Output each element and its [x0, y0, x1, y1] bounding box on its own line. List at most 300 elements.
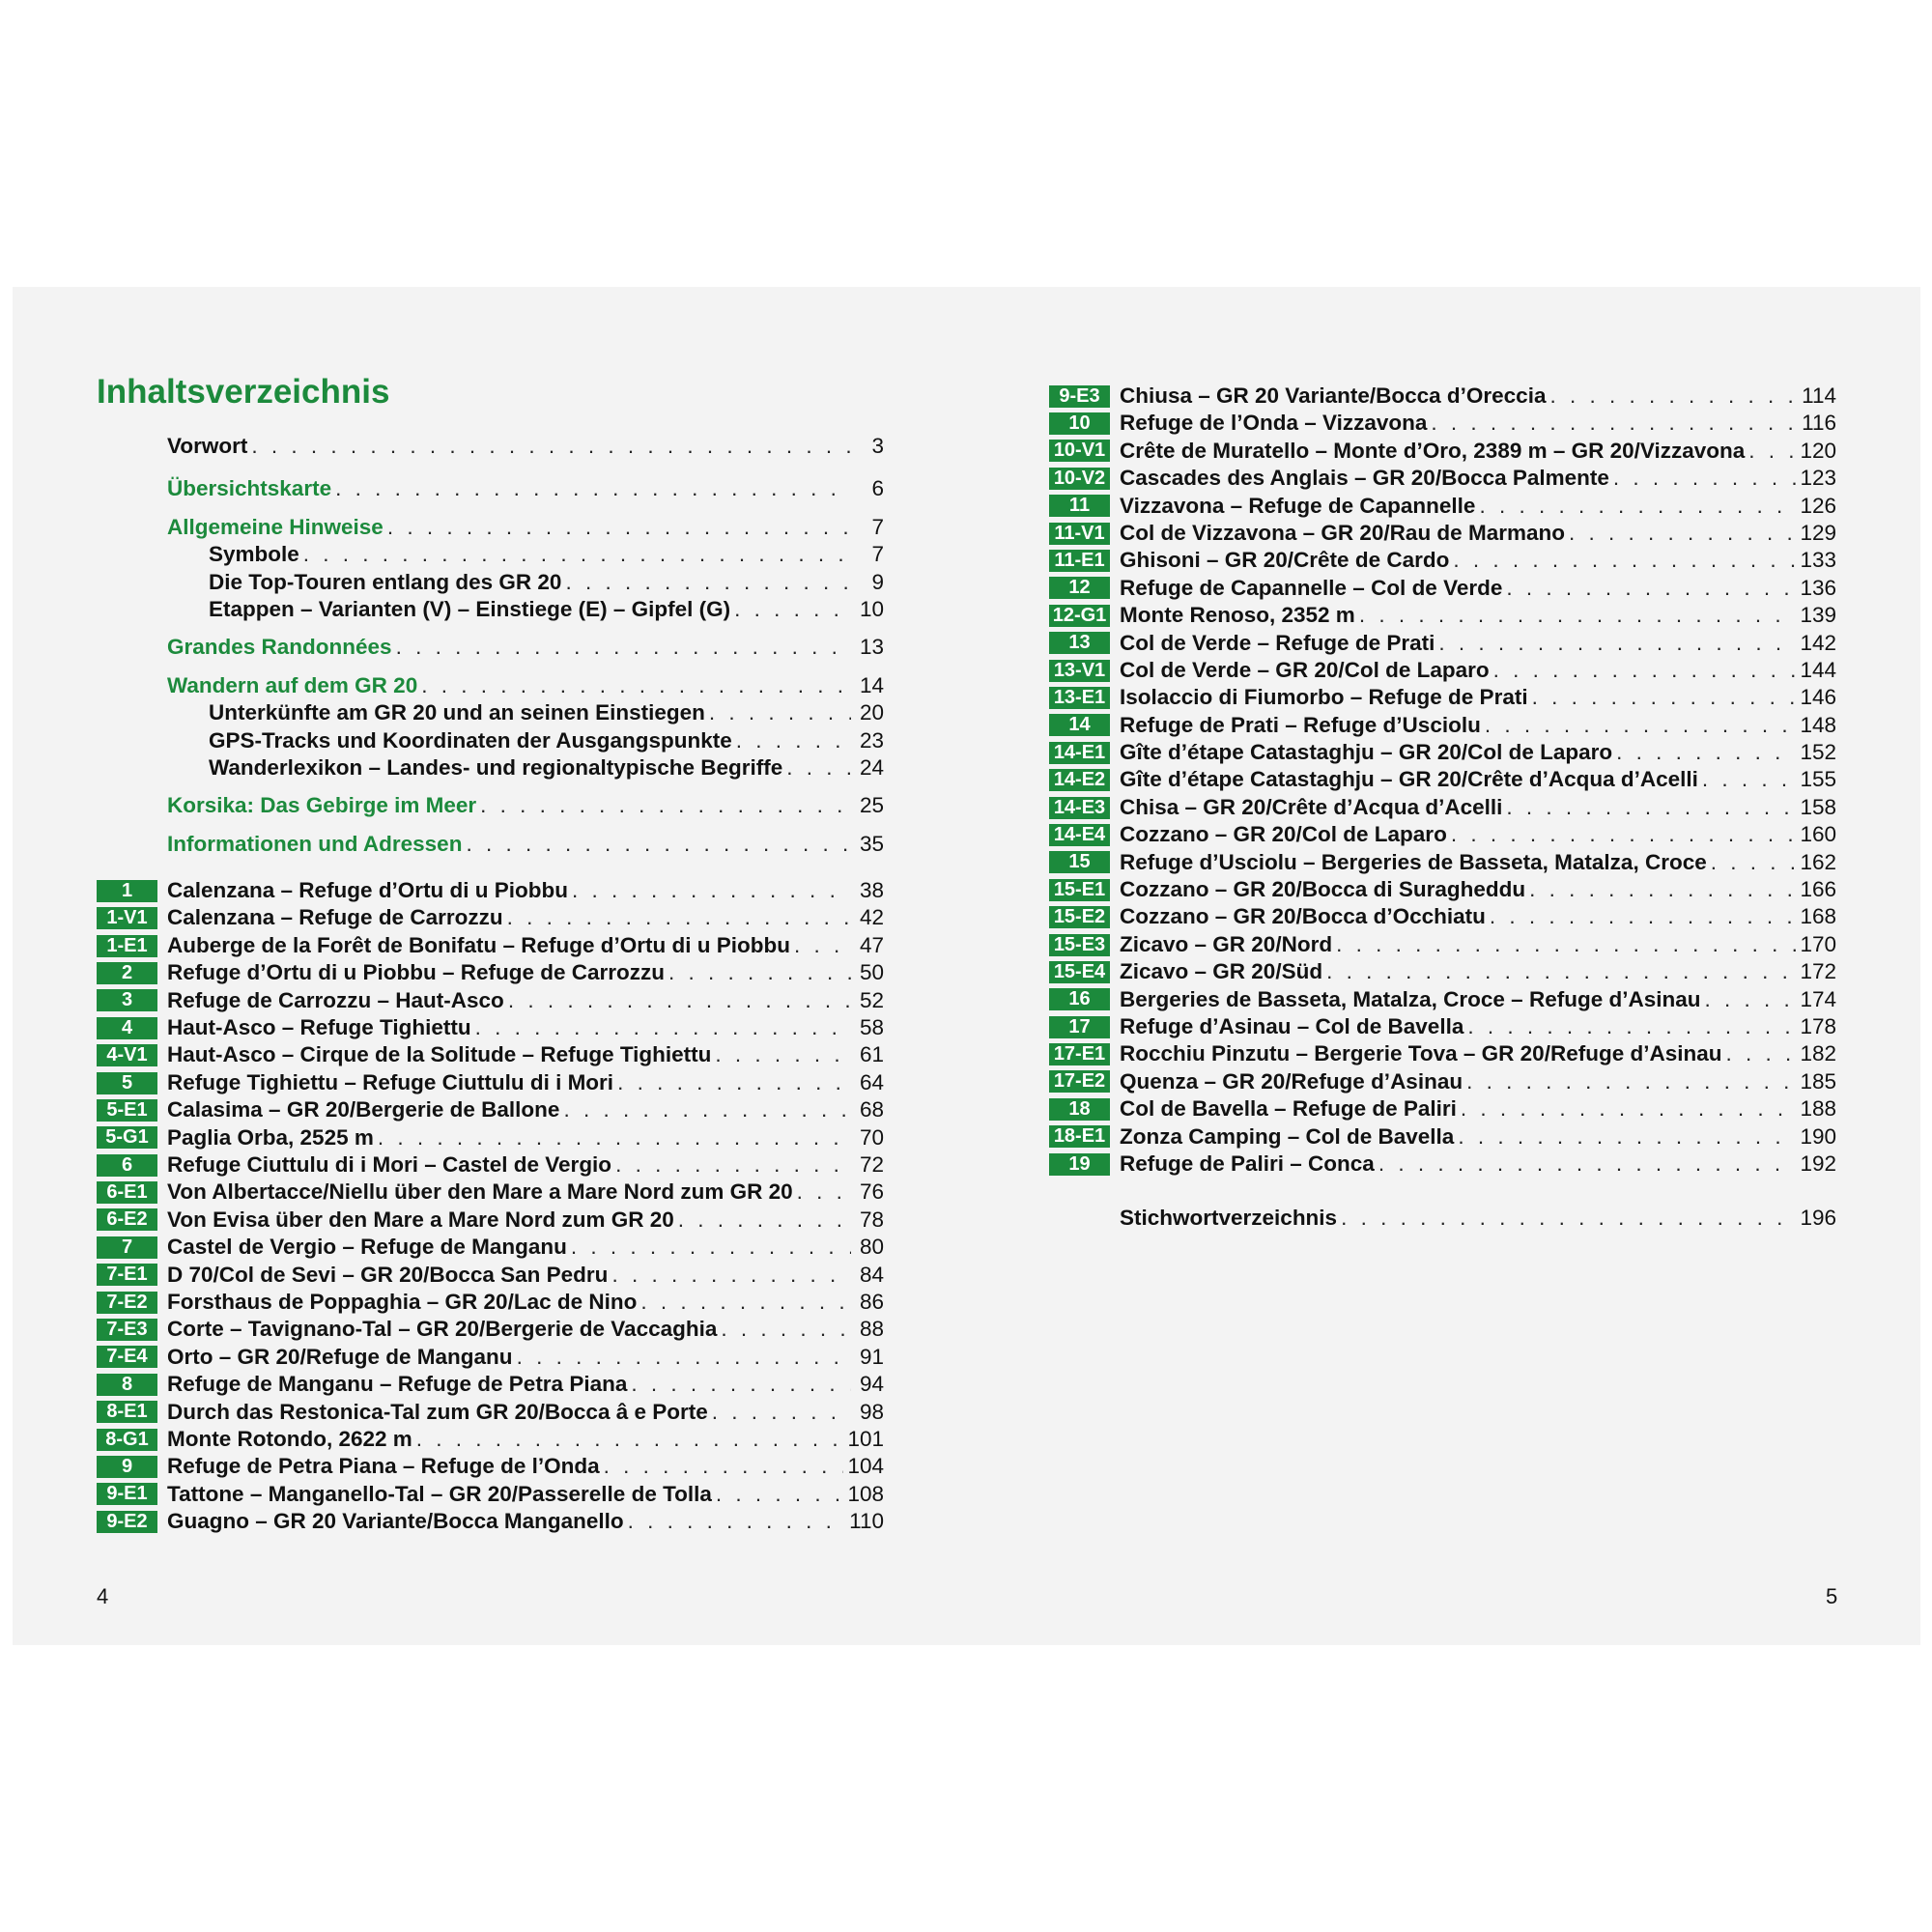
tour-number-badge: 13 — [1049, 632, 1110, 654]
tour-entry[interactable] — [1049, 1123, 1836, 1151]
leader-dots — [303, 541, 851, 568]
leader-dots — [507, 904, 851, 931]
leader-dots — [786, 754, 851, 781]
entry-page: 182 — [1800, 1041, 1836, 1066]
tour-number-badge: 15-E2 — [1049, 906, 1110, 928]
toc-entry[interactable] — [97, 596, 884, 623]
entry-label: Symbole — [209, 542, 299, 567]
leader-dots — [794, 932, 851, 959]
entry-page: 174 — [1800, 986, 1836, 1011]
entry-page: 6 — [871, 476, 884, 501]
toc-entry[interactable] — [97, 433, 884, 460]
leader-dots — [716, 1481, 844, 1508]
entry-page: 25 — [859, 793, 884, 818]
tour-entry[interactable] — [97, 1096, 884, 1123]
entry-label: Quenza – GR 20/Refuge d’Asinau — [1120, 1068, 1463, 1094]
entry-label: Col de Vizzavona – GR 20/Rau de Marmano — [1120, 520, 1565, 545]
tour-entry[interactable] — [1049, 794, 1836, 821]
toc-entry[interactable] — [97, 699, 884, 726]
tour-entry[interactable] — [1049, 739, 1836, 766]
tour-entry[interactable] — [1049, 410, 1836, 437]
entry-label: Gîte d’étape Catastaghju – GR 20/Crête d’Acqua d’Acelli — [1120, 767, 1698, 792]
toc-left-column — [97, 433, 884, 1535]
tour-number-badge: 6 — [97, 1154, 157, 1177]
tour-entry[interactable] — [97, 1234, 884, 1261]
tour-number-badge: 15-E1 — [1049, 879, 1110, 901]
tour-number-badge: 14 — [1049, 714, 1110, 736]
tour-number-badge: 16 — [1049, 988, 1110, 1010]
tour-number-badge: 9-E3 — [1049, 385, 1110, 408]
entry-page: 178 — [1800, 1013, 1836, 1038]
entry-page: 139 — [1800, 603, 1836, 628]
leader-dots — [1702, 766, 1797, 793]
entry-page: 3 — [871, 434, 884, 458]
leader-dots — [668, 959, 851, 986]
tour-number-badge: 15-E4 — [1049, 961, 1110, 983]
tour-number-badge: 7-E3 — [97, 1319, 157, 1341]
leader-dots — [1479, 493, 1796, 520]
tour-entry[interactable] — [1049, 438, 1836, 465]
entry-page: 72 — [859, 1151, 884, 1177]
tour-entry[interactable] — [1049, 1151, 1836, 1178]
entry-label: Vorwort — [167, 434, 248, 458]
tour-entry[interactable] — [1049, 821, 1836, 848]
leader-dots — [617, 1069, 851, 1096]
entry-label: Forsthaus de Poppaghia – GR 20/Lac de Nino — [167, 1289, 638, 1314]
entry-label: Die Top-Touren entlang des GR 20 — [209, 569, 562, 594]
entry-page: 148 — [1800, 712, 1836, 737]
tour-number-badge: 5 — [97, 1072, 157, 1094]
toc-entry[interactable] — [97, 792, 884, 819]
tour-entry[interactable] — [1049, 493, 1836, 520]
tour-number-badge: 15-E3 — [1049, 934, 1110, 956]
entry-page: 20 — [859, 700, 884, 725]
tour-number-badge: 9-E2 — [97, 1511, 157, 1533]
tour-entry[interactable] — [1049, 383, 1836, 410]
entry-label: Zicavo – GR 20/Nord — [1120, 931, 1333, 956]
leader-dots — [1485, 712, 1797, 739]
leader-dots — [1532, 684, 1797, 711]
tour-entry[interactable] — [97, 1508, 884, 1535]
leader-dots — [1569, 520, 1796, 547]
entry-label: Calenzana – Refuge d’Ortu di u Piobbu — [167, 878, 569, 903]
toc-entry[interactable] — [97, 727, 884, 754]
entry-label: Refuge d’Ortu di u Piobbu – Refuge de Carrozzu — [167, 960, 666, 985]
leader-dots — [563, 1096, 851, 1123]
entry-label: Etappen – Varianten (V) – Einstiege (E) – Gipfel (G) — [209, 596, 731, 621]
leader-dots — [736, 727, 851, 754]
tour-entry[interactable] — [1049, 931, 1836, 958]
tour-entry[interactable] — [97, 1316, 884, 1343]
entry-page: 144 — [1800, 657, 1836, 682]
toc-entry[interactable] — [97, 475, 884, 502]
entry-page: 168 — [1800, 904, 1836, 929]
tour-entry[interactable] — [1049, 766, 1836, 793]
leader-dots — [797, 1179, 851, 1206]
tour-entry[interactable] — [97, 1371, 884, 1398]
entry-label: Refuge de Carrozzu – Haut-Asco — [167, 987, 504, 1012]
leader-dots — [640, 1289, 851, 1316]
tour-number-badge: 9 — [97, 1456, 157, 1478]
entry-page: 52 — [859, 987, 884, 1012]
toc-right-column — [1049, 383, 1836, 1233]
entry-page: 70 — [859, 1124, 884, 1150]
leader-dots — [1748, 438, 1796, 465]
toc-entry-index[interactable] — [1049, 1205, 1836, 1232]
entry-label: Tattone – Manganello-Tal – GR 20/Passerelle de Tolla — [167, 1481, 712, 1506]
entry-label: Durch das Restonica-Tal zum GR 20/Bocca â e Porte — [167, 1399, 708, 1424]
entry-label: Wandern auf dem GR 20 — [167, 672, 418, 697]
entry-label: Refuge de Capannelle – Col de Verde — [1120, 575, 1503, 600]
entry-page: 94 — [859, 1372, 884, 1397]
entry-page: 108 — [847, 1481, 884, 1506]
tour-entry[interactable] — [1049, 1068, 1836, 1095]
tour-entry[interactable] — [97, 1399, 884, 1426]
entry-label: Ghisoni – GR 20/Crête de Cardo — [1120, 548, 1450, 573]
entry-label: Von Evisa über den Mare a Mare Nord zum GR 20 — [167, 1207, 674, 1232]
leader-dots — [1359, 602, 1797, 629]
tour-number-badge: 10 — [1049, 412, 1110, 435]
entry-page: 84 — [859, 1262, 884, 1287]
leader-dots — [1506, 794, 1796, 821]
entry-page: 78 — [859, 1207, 884, 1232]
tour-number-badge: 5-E1 — [97, 1099, 157, 1122]
toc-title: Inhaltsverzeichnis — [97, 373, 390, 411]
entry-label: Guagno – GR 20 Variante/Bocca Manganello — [167, 1509, 624, 1534]
entry-label: Haut-Asco – Cirque de la Solitude – Refuge Tighiettu — [167, 1042, 712, 1067]
tour-entry[interactable] — [97, 1069, 884, 1096]
tour-number-badge: 18 — [1049, 1098, 1110, 1121]
tour-entry[interactable] — [97, 987, 884, 1014]
tour-entry[interactable] — [1049, 684, 1836, 711]
entry-label: Crête de Muratello – Monte d’Oro, 2389 m – GR 20/Vizzavona — [1120, 438, 1746, 463]
leader-dots — [1458, 1123, 1796, 1151]
tour-entry[interactable] — [97, 932, 884, 959]
tour-entry[interactable] — [1049, 630, 1836, 657]
leader-dots — [1453, 547, 1796, 574]
entry-page: 23 — [859, 727, 884, 753]
tour-list-right — [1049, 383, 1836, 1178]
tour-entry[interactable] — [97, 1481, 884, 1508]
leader-dots — [508, 987, 851, 1014]
page-number-right: 5 — [1826, 1584, 1838, 1608]
tour-number-badge: 17-E2 — [1049, 1070, 1110, 1093]
tour-entry[interactable] — [97, 1041, 884, 1068]
entry-page: 14 — [859, 672, 884, 697]
entry-page: 98 — [859, 1399, 884, 1424]
entry-label: Informationen und Adressen — [167, 831, 463, 856]
entry-page: 196 — [1800, 1206, 1836, 1231]
entry-page: 158 — [1800, 794, 1836, 819]
tour-entry[interactable] — [1049, 986, 1836, 1013]
tour-number-badge: 4 — [97, 1017, 157, 1039]
entry-label: Bergeries de Basseta, Matalza, Croce – Refuge d’Asinau — [1120, 986, 1701, 1011]
leader-dots — [480, 792, 851, 819]
entry-page: 190 — [1800, 1123, 1836, 1149]
toc-entry[interactable] — [97, 541, 884, 568]
tour-number-badge: 18-E1 — [1049, 1125, 1110, 1148]
leader-dots — [715, 1041, 851, 1068]
tour-entry[interactable] — [1049, 849, 1836, 876]
entry-page: 162 — [1800, 849, 1836, 874]
toc-entry[interactable] — [97, 672, 884, 699]
entry-label: Übersichtskarte — [167, 476, 332, 501]
tour-entry[interactable] — [1049, 575, 1836, 602]
tour-number-badge: 14-E4 — [1049, 824, 1110, 846]
leader-dots — [565, 569, 851, 596]
tour-entry[interactable] — [1049, 712, 1836, 739]
tour-entry[interactable] — [97, 1179, 884, 1206]
entry-page: 38 — [859, 878, 884, 903]
entry-page: 104 — [847, 1454, 884, 1479]
entry-label: Monte Renoso, 2352 m — [1120, 603, 1355, 628]
tour-number-badge: 8-G1 — [97, 1429, 157, 1451]
tour-number-badge: 8 — [97, 1374, 157, 1396]
tour-number-badge: 17 — [1049, 1016, 1110, 1038]
entry-label: Refuge de l’Onda – Vizzavona — [1120, 411, 1428, 436]
entry-page: 166 — [1800, 877, 1836, 902]
leader-dots — [1431, 410, 1798, 437]
entry-label: Monte Rotondo, 2622 m — [167, 1426, 412, 1451]
entry-label: Korsika: Das Gebirge im Meer — [167, 793, 477, 818]
entry-page: 142 — [1800, 630, 1836, 655]
entry-label: Auberge de la Forêt de Bonifatu – Refuge d’Ortu di u Piobbu — [167, 932, 791, 957]
entry-page: 64 — [859, 1069, 884, 1094]
entry-label: Refuge de Petra Piana – Refuge de l’Onda — [167, 1454, 600, 1479]
front-matter-list — [97, 433, 884, 858]
entry-label: Cozzano – GR 20/Col de Laparo — [1120, 822, 1447, 847]
tour-number-badge: 11-E1 — [1049, 550, 1110, 572]
entry-page: 61 — [859, 1042, 884, 1067]
entry-label: Unterkünfte am GR 20 und an seinen Einstiegen — [209, 700, 705, 725]
entry-page: 192 — [1800, 1151, 1836, 1176]
entry-page: 123 — [1800, 466, 1836, 491]
entry-page: 114 — [1802, 384, 1836, 408]
tour-entry[interactable] — [97, 1426, 884, 1453]
leader-dots — [421, 672, 851, 699]
entry-label: Gîte d’étape Catastaghju – GR 20/Col de Laparo — [1120, 740, 1613, 765]
tour-entry[interactable] — [1049, 876, 1836, 903]
tour-entry[interactable] — [97, 1207, 884, 1234]
tour-entry[interactable] — [1049, 1095, 1836, 1122]
tour-number-badge: 2 — [97, 962, 157, 984]
entry-page: 24 — [859, 754, 884, 780]
leader-dots — [1490, 903, 1797, 930]
entry-page: 136 — [1800, 575, 1836, 600]
tour-entry[interactable] — [1049, 520, 1836, 547]
tour-number-badge: 6-E1 — [97, 1181, 157, 1204]
tour-number-badge: 13-E1 — [1049, 687, 1110, 709]
entry-label: Refuge Tighiettu – Refuge Ciuttulu di i Mori — [167, 1069, 614, 1094]
leader-dots — [1549, 383, 1798, 410]
entry-label: Refuge de Manganu – Refuge de Petra Piana — [167, 1372, 628, 1397]
leader-dots — [1613, 465, 1797, 492]
tour-number-badge: 19 — [1049, 1153, 1110, 1176]
leader-dots — [1616, 739, 1796, 766]
entry-label: Isolaccio di Fiumorbo – Refuge de Prati — [1120, 685, 1528, 710]
entry-page: 47 — [859, 932, 884, 957]
entry-page: 188 — [1800, 1096, 1836, 1122]
tour-entry[interactable] — [1049, 903, 1836, 930]
tour-number-badge: 14-E3 — [1049, 797, 1110, 819]
leader-dots — [1336, 931, 1796, 958]
tour-number-badge: 12 — [1049, 577, 1110, 599]
entry-page: 160 — [1800, 822, 1836, 847]
leader-dots — [628, 1508, 845, 1535]
entry-page: 76 — [859, 1179, 884, 1205]
entry-label: Grandes Randonnées — [167, 635, 392, 660]
entry-page: 35 — [859, 831, 884, 856]
leader-dots — [721, 1316, 851, 1343]
tour-entry[interactable] — [1049, 657, 1836, 684]
tour-entry[interactable] — [1049, 1013, 1836, 1040]
leader-dots — [1725, 1040, 1796, 1067]
tour-entry[interactable] — [97, 1453, 884, 1480]
leader-dots — [1341, 1205, 1796, 1232]
leader-dots — [1326, 958, 1796, 985]
entry-page: 110 — [849, 1509, 884, 1534]
leader-dots — [571, 1234, 851, 1261]
entry-label: Calenzana – Refuge de Carrozzu — [167, 905, 503, 930]
toc-entry[interactable] — [97, 831, 884, 858]
tour-number-badge: 15 — [1049, 851, 1110, 873]
entry-page: 50 — [859, 960, 884, 985]
leader-dots — [1461, 1095, 1797, 1122]
tour-entry[interactable] — [97, 877, 884, 904]
entry-page: 185 — [1800, 1068, 1836, 1094]
tour-entry[interactable] — [1049, 1040, 1836, 1067]
entry-page: 116 — [1802, 411, 1836, 436]
entry-label: Zicavo – GR 20/Süd — [1120, 959, 1323, 984]
entry-page: 91 — [859, 1344, 884, 1369]
tour-number-badge: 13-V1 — [1049, 660, 1110, 682]
tour-number-badge: 14-E1 — [1049, 742, 1110, 764]
entry-label: Refuge d’Usciolu – Bergeries de Basseta, Matalza, Croce — [1120, 849, 1707, 874]
tour-entry[interactable] — [1049, 465, 1836, 492]
tour-number-badge: 11 — [1049, 495, 1110, 517]
tour-number-badge: 7 — [97, 1236, 157, 1259]
entry-label: Wanderlexikon – Landes- und regionaltypische Begriffe — [209, 754, 783, 780]
tour-entry[interactable] — [97, 1344, 884, 1371]
tour-number-badge: 14-E2 — [1049, 769, 1110, 791]
entry-label: Castel de Vergio – Refuge de Manganu — [167, 1235, 567, 1260]
leader-dots — [712, 1399, 851, 1426]
leader-dots — [396, 634, 851, 661]
entry-label: Orto – GR 20/Refuge de Manganu — [167, 1344, 513, 1369]
leader-dots — [1378, 1151, 1797, 1178]
toc-entry[interactable] — [97, 634, 884, 661]
entry-page: 155 — [1800, 767, 1836, 792]
entry-page: 9 — [871, 569, 884, 594]
entry-label: Refuge de Prati – Refuge d’Usciolu — [1120, 712, 1481, 737]
leader-dots — [1704, 986, 1796, 1013]
entry-label: Zonza Camping – Col de Bavella — [1120, 1123, 1455, 1149]
entry-page: 88 — [859, 1317, 884, 1342]
leader-dots — [387, 514, 851, 541]
tour-entry[interactable] — [97, 1262, 884, 1289]
tour-number-badge: 1-V1 — [97, 907, 157, 929]
tour-entry[interactable] — [1049, 547, 1836, 574]
tour-number-badge: 11-V1 — [1049, 523, 1110, 545]
leader-dots — [1493, 657, 1797, 684]
entry-page: 170 — [1800, 931, 1836, 956]
leader-dots — [611, 1262, 851, 1289]
tour-entry[interactable] — [97, 1124, 884, 1151]
entry-page: 13 — [859, 635, 884, 660]
tour-number-badge: 7-E4 — [97, 1346, 157, 1368]
leader-dots — [709, 699, 851, 726]
leader-dots — [1711, 849, 1797, 876]
tour-entry[interactable] — [97, 1289, 884, 1316]
leader-dots — [1466, 1068, 1796, 1095]
entry-page: 120 — [1800, 438, 1836, 463]
entry-label: Col de Verde – Refuge de Prati — [1120, 630, 1435, 655]
tour-entry[interactable] — [1049, 602, 1836, 629]
leader-dots — [517, 1344, 851, 1371]
entry-page: 172 — [1800, 959, 1836, 984]
toc-entry[interactable] — [97, 514, 884, 541]
entry-page: 80 — [859, 1235, 884, 1260]
tour-number-badge: 3 — [97, 989, 157, 1011]
tour-number-badge: 9-E1 — [97, 1483, 157, 1505]
entry-label: Allgemeine Hinweise — [167, 514, 384, 539]
tour-number-badge: 1 — [97, 880, 157, 902]
entry-label: Calasima – GR 20/Bergerie de Ballone — [167, 1097, 560, 1122]
tour-number-badge: 6-E2 — [97, 1208, 157, 1231]
entry-page: 129 — [1800, 520, 1836, 545]
entry-page: 101 — [847, 1426, 884, 1451]
leader-dots — [572, 877, 851, 904]
entry-label: Stichwortverzeichnis — [1120, 1206, 1338, 1231]
leader-dots — [466, 831, 851, 858]
entry-label: Haut-Asco – Refuge Tighiettu — [167, 1015, 471, 1040]
leader-dots — [615, 1151, 851, 1179]
tour-entry[interactable] — [97, 1151, 884, 1179]
leader-dots — [1451, 821, 1797, 848]
tour-entry[interactable] — [97, 904, 884, 931]
tour-entry[interactable] — [97, 959, 884, 986]
tour-number-badge: 5-G1 — [97, 1126, 157, 1149]
entry-label: Rocchiu Pinzutu – Bergerie Tova – GR 20/Refuge d’Asinau — [1120, 1041, 1722, 1066]
leader-dots — [631, 1371, 851, 1398]
leader-dots — [1506, 575, 1796, 602]
leader-dots — [1438, 630, 1796, 657]
entry-page: 7 — [871, 514, 884, 539]
leader-dots — [475, 1014, 851, 1041]
entry-label: D 70/Col de Sevi – GR 20/Bocca San Pedru — [167, 1262, 609, 1287]
entry-page: 42 — [859, 905, 884, 930]
entry-label: Von Albertacce/Niellu über den Mare a Mare Nord zum GR 20 — [167, 1179, 793, 1205]
toc-entry[interactable] — [97, 569, 884, 596]
tour-entry[interactable] — [97, 1014, 884, 1041]
toc-entry[interactable] — [97, 754, 884, 781]
tour-number-badge: 7-E2 — [97, 1292, 157, 1314]
tour-list-left — [97, 877, 884, 1535]
tour-number-badge: 10-V2 — [1049, 468, 1110, 490]
leader-dots — [378, 1124, 851, 1151]
leader-dots — [604, 1453, 844, 1480]
tour-number-badge: 8-E1 — [97, 1401, 157, 1423]
entry-label: Chisa – GR 20/Crête d’Acqua d’Acelli — [1120, 794, 1503, 819]
page-number-left: 4 — [97, 1584, 109, 1608]
tour-entry[interactable] — [1049, 958, 1836, 985]
entry-page: 58 — [859, 1015, 884, 1040]
tour-number-badge: 7-E1 — [97, 1264, 157, 1286]
tour-number-badge: 17-E1 — [1049, 1043, 1110, 1065]
entry-label: Vizzavona – Refuge de Capannelle — [1120, 493, 1476, 518]
leader-dots — [251, 433, 851, 460]
tour-number-badge: 10-V1 — [1049, 440, 1110, 462]
